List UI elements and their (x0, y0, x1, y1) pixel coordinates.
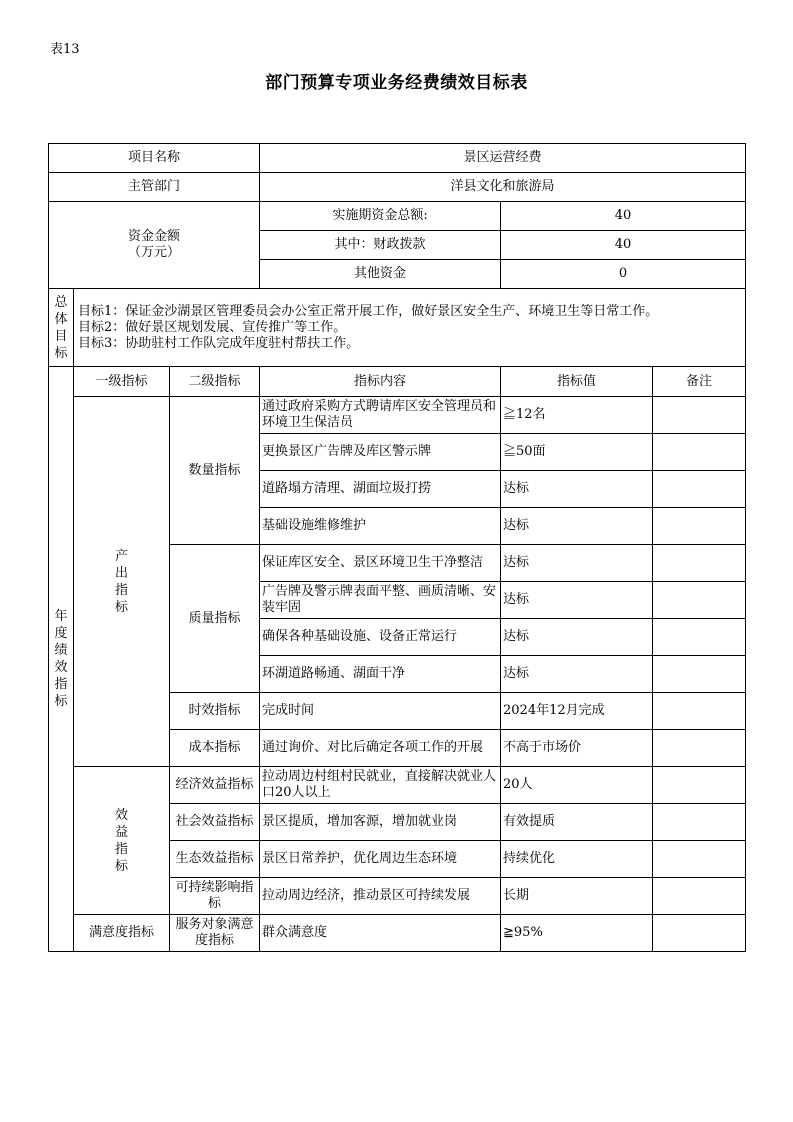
indicator-content: 基础设施维修维护 (260, 508, 501, 545)
output-label-char: 出 (114, 565, 128, 581)
goal-line-2: 目标2：做好景区规划发展、宣传推广等工作。 (78, 319, 347, 335)
service-satisfaction-label: 服务对象满意度指标 (170, 915, 260, 952)
indicator-content: 确保各种基础设施、设备正常运行 (260, 619, 501, 656)
quantity-indicators-label: 数量指标 (170, 397, 260, 545)
output-label-char: 产 (114, 548, 128, 564)
output-label-char: 标 (114, 599, 128, 615)
fund-total-label: 实施期资金总额: (260, 202, 501, 231)
indicator-content: 通过政府采购方式聘请库区安全管理员和环境卫生保洁员 (260, 397, 501, 434)
indicator-value: 长期 (501, 878, 653, 915)
indicator-value: 达标 (501, 582, 653, 619)
indicator-value: ≧12名 (501, 397, 653, 434)
indicator-value: 达标 (501, 656, 653, 693)
table-row (49, 767, 746, 804)
department-label: 主管部门 (49, 173, 260, 202)
indicator-content: 景区提质，增加客源，增加就业岗 (260, 804, 501, 841)
indicator-value: 2024年12月完成 (501, 693, 653, 730)
indicator-header-row (49, 367, 746, 397)
overall-goals-text (74, 289, 746, 367)
annual-label-char: 指 (54, 677, 68, 692)
ecological-benefit-label: 生态效益指标 (170, 841, 260, 878)
header-remark: 备注 (653, 367, 746, 397)
output-label-char: 指 (114, 582, 128, 598)
social-benefit-label: 社会效益指标 (170, 804, 260, 841)
overall-goals-row (49, 289, 746, 367)
indicator-content: 保证库区安全、景区环境卫生干净整洁 (260, 545, 501, 582)
benefit-label-char: 效 (114, 807, 128, 823)
header-value: 指标值 (501, 367, 653, 397)
benefit-label-char: 标 (114, 858, 128, 874)
indicator-remark (653, 656, 746, 693)
benefit-label-char: 益 (114, 824, 128, 840)
indicator-value: 达标 (501, 545, 653, 582)
satisfaction-indicators-label: 满意度指标 (74, 915, 170, 952)
indicator-value: 有效提质 (501, 804, 653, 841)
fund-amount-label-line2: （万元） (128, 245, 181, 260)
overall-goals-char: 标 (54, 345, 68, 361)
header-level1: 一级指标 (74, 367, 170, 397)
indicator-value: 持续优化 (501, 841, 653, 878)
page-title: 部门预算专项业务经费绩效目标表 (265, 73, 528, 93)
header-content: 指标内容 (260, 367, 501, 397)
indicator-remark (653, 471, 746, 508)
indicator-content: 环湖道路畅通、湖面干净 (260, 656, 501, 693)
sustainable-benefit-label: 可持续影响指标 (170, 878, 260, 915)
indicator-value: 达标 (501, 619, 653, 656)
indicator-remark (653, 730, 746, 767)
indicator-content: 道路塌方清理、湖面垃圾打捞 (260, 471, 501, 508)
annual-label-char: 效 (54, 660, 68, 675)
performance-target-table (48, 143, 746, 952)
indicator-content: 更换景区广告牌及库区警示牌 (260, 434, 501, 471)
fund-total-value: 40 (501, 202, 746, 231)
fund-fiscal-value: 40 (501, 231, 746, 260)
department-value: 洋县文化和旅游局 (260, 173, 746, 202)
economic-benefit-label: 经济效益指标 (170, 767, 260, 804)
goal-line-1: 目标1：保证金沙湖景区管理委员会办公室正常开展工作，做好景区安全生产、环境卫生等日常工作。 (78, 303, 659, 319)
indicator-remark (653, 878, 746, 915)
table-row (49, 397, 746, 434)
indicator-remark (653, 508, 746, 545)
annual-label-char: 度 (54, 626, 68, 641)
indicator-value: ≧50面 (501, 434, 653, 471)
indicator-remark (653, 545, 746, 582)
indicator-remark (653, 915, 746, 952)
table-row (49, 915, 746, 952)
benefit-indicators-label (74, 767, 170, 915)
annual-indicators-label (49, 367, 74, 952)
timeliness-indicators-label: 时效指标 (170, 693, 260, 730)
annual-label-char: 绩 (54, 643, 68, 658)
indicator-remark (653, 841, 746, 878)
indicator-content: 拉动周边村组村民就业，直接解决就业人口20人以上 (260, 767, 501, 804)
indicator-value: ≧95% (501, 915, 653, 952)
fund-other-label: 其他资金 (260, 260, 501, 289)
table-number-tag: 表13 (50, 42, 80, 57)
indicator-remark (653, 619, 746, 656)
overall-goals-label (49, 289, 74, 367)
indicator-remark (653, 693, 746, 730)
project-name-value: 景区运营经费 (260, 144, 746, 173)
indicator-value: 不高于市场价 (501, 730, 653, 767)
overall-goals-char: 体 (54, 311, 68, 327)
indicator-content: 群众满意度 (260, 915, 501, 952)
indicator-content: 广告牌及警示牌表面平整、画质清晰、安装牢固 (260, 582, 501, 619)
benefit-label-char: 指 (114, 841, 128, 857)
indicator-remark (653, 804, 746, 841)
indicator-content: 完成时间 (260, 693, 501, 730)
department-row (49, 173, 746, 202)
indicator-value: 达标 (501, 471, 653, 508)
indicator-remark (653, 397, 746, 434)
goal-line-3: 目标3：协助驻村工作队完成年度驻村帮扶工作。 (78, 335, 360, 351)
indicator-content: 景区日常养护，优化周边生态环境 (260, 841, 501, 878)
indicator-value: 达标 (501, 508, 653, 545)
indicator-content: 拉动周边经济，推动景区可持续发展 (260, 878, 501, 915)
indicator-remark (653, 582, 746, 619)
fund-fiscal-label: 其中：财政拨款 (260, 231, 501, 260)
indicator-content: 通过询价、对比后确定各项工作的开展 (260, 730, 501, 767)
overall-goals-char: 目 (54, 328, 68, 344)
project-name-label: 项目名称 (49, 144, 260, 173)
cost-indicators-label: 成本指标 (170, 730, 260, 767)
indicator-value: 20人 (501, 767, 653, 804)
fund-other-value: 0 (501, 260, 746, 289)
annual-label-char: 年 (54, 609, 68, 624)
quality-indicators-label: 质量指标 (170, 545, 260, 693)
fund-total-row (49, 202, 746, 231)
fund-amount-label (49, 202, 260, 289)
indicator-remark (653, 767, 746, 804)
fund-amount-label-line1: 资金金额 (128, 229, 181, 244)
header-level2: 二级指标 (170, 367, 260, 397)
indicator-remark (653, 434, 746, 471)
annual-label-char: 标 (54, 694, 68, 709)
overall-goals-char: 总 (54, 294, 68, 310)
output-indicators-label (74, 397, 170, 767)
project-name-row (49, 144, 746, 173)
